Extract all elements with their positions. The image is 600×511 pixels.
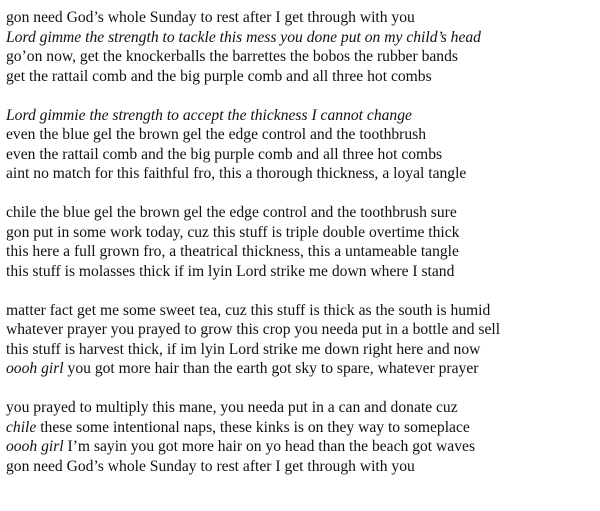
stanza-4 — [6, 301, 596, 379]
poem-line — [6, 418, 596, 438]
poem-line: even the rattail comb and the big purple comb and all three hot combs — [6, 145, 443, 163]
line-rest: I’m sayin you got more hair on yo head than the beach got waves — [63, 438, 476, 455]
stanza-5 — [6, 398, 596, 476]
line-rest: you got more hair than the earth got sky to spare, whatever prayer — [63, 360, 479, 377]
poem-line-italic: Lord gimme the strength to tackle this mess you done put on my child’s head — [6, 28, 481, 46]
stanza-3 — [6, 203, 596, 281]
poem-line — [6, 359, 596, 379]
italic-phrase: chile — [6, 418, 37, 436]
poem-text — [6, 8, 596, 476]
poem-line: chile the blue gel the brown gel the edge control and the toothbrush sure — [6, 204, 457, 221]
poem-line: you prayed to multiply this mane, you needa put in a can and donate cuz — [6, 399, 458, 416]
poem-line: matter fact get me some sweet tea, cuz this stuff is thick as the south is humid — [6, 301, 491, 319]
italic-phrase: oooh girl — [6, 438, 64, 455]
poem-line: whatever prayer you prayed to grow this crop you needa put in a bottle and sell — [6, 321, 501, 338]
poem-line: this stuff is harvest thick, if im lyin Lord strike me down right here and now — [6, 340, 481, 358]
stanza-1 — [6, 8, 596, 86]
line-rest: these some intentional naps, these kinks is on they way to someplace — [36, 418, 470, 436]
poem-line: gon put in some work today, cuz this stuff is triple double overtime thick — [6, 223, 460, 241]
poem-line: this stuff is molasses thick if im lyin Lord strike me down where I stand — [6, 262, 455, 280]
poem-line: go’on now, get the knockerballs the barrettes the bobos the rubber bands — [6, 48, 458, 65]
italic-phrase: oooh girl — [6, 360, 64, 377]
stanza-2 — [6, 106, 596, 184]
poem-line: even the blue gel the brown gel the edge control and the toothbrush — [6, 126, 427, 143]
poem-line: gon need God’s whole Sunday to rest after I get through with you — [6, 457, 415, 475]
poem-line: get the rattail comb and the big purple comb and all three hot combs — [6, 67, 432, 85]
poem-line: aint no match for this faithful fro, this a thorough thickness, a loyal tangle — [6, 165, 467, 182]
poem-line: gon need God’s whole Sunday to rest after I get through with you — [6, 9, 415, 26]
poem-line: this here a full grown fro, a theatrical thickness, this a untameable tangle — [6, 243, 459, 260]
poem-line — [6, 437, 596, 457]
poem-line-italic: Lord gimmie the strength to accept the thickness I cannot change — [6, 106, 412, 124]
